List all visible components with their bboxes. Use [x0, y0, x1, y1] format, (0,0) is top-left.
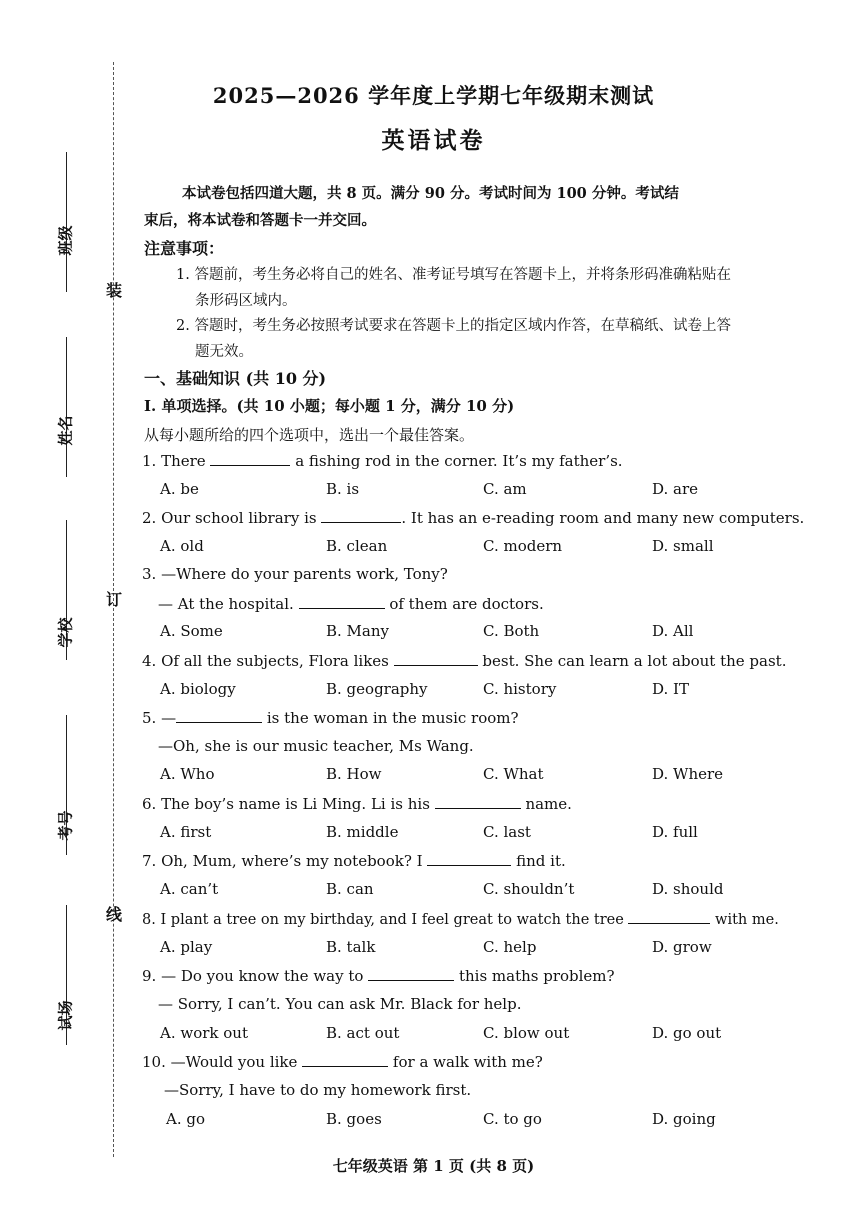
- question-5-line-2: —Oh, she is our music teacher, Ms Wang.: [158, 737, 474, 755]
- notes-item-1-line-1: 1. 答题前，考生务必将自己的姓名、准考证号填写在答题卡上，并将条形码准确粘贴在: [176, 267, 731, 283]
- question-3-option-c: C. Both: [483, 622, 540, 640]
- question-3-option-d: D. All: [652, 622, 694, 640]
- question-8-option-d: D. grow: [652, 938, 712, 956]
- question-2-stem-end: . It has an e-reading room and many new computers.: [401, 509, 805, 527]
- notes-item-2-line-2: 题无效。: [195, 344, 253, 360]
- question-5-option-c: C. What: [483, 765, 544, 783]
- answer-blank: [321, 508, 401, 523]
- question-6: [142, 794, 572, 813]
- question-9-line-2: — Sorry, I can’t. You can ask Mr. Black for help.: [158, 995, 522, 1013]
- notes-item-2-line-1: 2. 答题时，考生务必按照考试要求在答题卡上的指定区域内作答，在草稿纸、试卷上答: [176, 318, 731, 334]
- question-4-option-a: A. biology: [160, 680, 236, 698]
- question-8-stem-start: 8. I plant a tree on my birthday, and I feel great to watch the tree: [142, 912, 629, 928]
- question-8-stem-end: with me.: [710, 912, 779, 928]
- binding-char-zhuang: 装: [106, 281, 123, 300]
- question-10-option-b: B. goes: [326, 1110, 382, 1128]
- part-1-heading: I. 单项选择。(共 10 小题；每小题 1 分，满分 10 分): [144, 397, 515, 415]
- question-4-option-b: B. geography: [326, 680, 428, 698]
- question-6-option-a: A. first: [160, 823, 212, 841]
- question-9-option-a: A. work out: [160, 1024, 248, 1042]
- question-10: [142, 1052, 543, 1071]
- question-2-option-d: D. small: [652, 537, 714, 555]
- question-8-option-b: B. talk: [326, 938, 376, 956]
- question-2: [142, 508, 804, 527]
- binding-char-ding: 订: [106, 590, 123, 609]
- name-fill-line: [66, 337, 67, 477]
- question-3-option-b: B. Many: [326, 622, 389, 640]
- class-label: 班级: [56, 225, 75, 256]
- question-1-stem-start: 1. There: [142, 452, 211, 470]
- question-2-option-c: C. modern: [483, 537, 563, 555]
- answer-blank: [427, 851, 511, 866]
- question-3-stem-start: — At the hospital.: [158, 595, 299, 613]
- question-7-option-b: B. can: [326, 880, 374, 898]
- question-8-option-c: C. help: [483, 938, 537, 956]
- question-9-option-d: D. go out: [652, 1024, 722, 1042]
- question-7-option-a: A. can’t: [160, 880, 219, 898]
- question-6-option-d: D. full: [652, 823, 698, 841]
- question-6-stem-start: 6. The boy’s name is Li Ming. Li is his: [142, 795, 435, 813]
- question-6-stem-end: name.: [520, 795, 572, 813]
- question-5: [142, 708, 519, 727]
- question-4-stem-start: 4. Of all the subjects, Flora likes: [142, 652, 394, 670]
- question-10-line-2: —Sorry, I have to do my homework first.: [164, 1081, 472, 1099]
- answer-blank: [176, 708, 262, 723]
- exam-subtitle: 英语试卷: [381, 127, 486, 154]
- question-6-option-c: C. last: [483, 823, 531, 841]
- question-1-option-b: B. is: [326, 480, 360, 498]
- question-9: [142, 966, 615, 985]
- question-10-stem-end: for a walk with me?: [388, 1053, 543, 1071]
- question-4-option-d: D. IT: [652, 680, 689, 698]
- question-9-option-c: C. blow out: [483, 1024, 570, 1042]
- question-2-option-a: A. old: [160, 537, 204, 555]
- exam-title: 2025—2026 学年度上学期七年级期末测试: [212, 83, 655, 108]
- question-2-stem-start: 2. Our school library is: [142, 509, 322, 527]
- question-3-option-a: A. Some: [160, 622, 223, 640]
- page-footer: 七年级英语 第 1 页 (共 8 页): [332, 1157, 535, 1175]
- intro-line-2: 束后，将本试卷和答题卡一并交回。: [144, 212, 376, 229]
- question-4-stem-end: best. She can learn a lot about the past.: [477, 652, 787, 670]
- question-5-stem-start: 5. —: [142, 709, 177, 727]
- question-1-option-d: D. are: [652, 480, 699, 498]
- question-7-option-d: D. should: [652, 880, 724, 898]
- question-1-option-c: C. am: [483, 480, 527, 498]
- question-5-option-d: D. Where: [652, 765, 724, 783]
- question-9-option-b: B. act out: [326, 1024, 400, 1042]
- question-9-stem-end: this maths problem?: [454, 967, 615, 985]
- answer-blank: [210, 451, 290, 466]
- name-label: 姓名: [56, 415, 75, 446]
- question-8-option-a: A. play: [160, 938, 213, 956]
- question-8: [142, 909, 779, 928]
- answer-blank: [302, 1052, 388, 1067]
- part-1-instruction: 从每小题所给的四个选项中，选出一个最佳答案。: [144, 426, 475, 444]
- question-10-option-d: D. going: [652, 1110, 716, 1128]
- answer-blank: [435, 794, 521, 809]
- question-1-option-a: A. be: [160, 480, 199, 498]
- question-7-stem-start: 7. Oh, Mum, where’s my notebook? I: [142, 852, 428, 870]
- answer-blank: [299, 594, 385, 609]
- answer-blank: [628, 909, 710, 924]
- intro-line-1: 本试卷包括四道大题，共 8 页。满分 90 分。考试时间为 100 分钟。考试结: [182, 185, 679, 202]
- question-4-option-c: C. history: [483, 680, 557, 698]
- exam-room-label: 试场: [56, 1000, 75, 1031]
- question-10-option-a: A. go: [166, 1110, 206, 1128]
- question-3-stem-end: of them are doctors.: [384, 595, 544, 613]
- binding-char-xian: 线: [106, 905, 123, 924]
- question-2-option-b: B. clean: [326, 537, 388, 555]
- question-3-line-1: 3. —Where do your parents work, Tony?: [142, 565, 448, 583]
- question-10-option-c: C. to go: [483, 1110, 542, 1128]
- question-5-option-b: B. How: [326, 765, 382, 783]
- question-3: [158, 594, 544, 613]
- class-fill-line: [66, 152, 67, 292]
- question-1-stem-end: a fishing rod in the corner. It’s my father’s.: [290, 452, 623, 470]
- question-4: [142, 651, 786, 670]
- answer-blank: [368, 966, 454, 981]
- question-5-stem-end: is the woman in the music room?: [262, 709, 519, 727]
- question-9-stem-start: 9. — Do you know the way to: [142, 967, 369, 985]
- exam-number-label: 考号: [56, 810, 75, 841]
- question-6-option-b: B. middle: [326, 823, 399, 841]
- school-label: 学校: [56, 617, 75, 648]
- section-1-heading: 一、基础知识 (共 10 分): [144, 369, 327, 388]
- question-7: [142, 851, 566, 870]
- notes-heading: 注意事项：: [144, 239, 225, 258]
- question-5-option-a: A. Who: [160, 765, 215, 783]
- question-7-option-c: C. shouldn’t: [483, 880, 575, 898]
- notes-item-1-line-2: 条形码区域内。: [195, 293, 297, 309]
- question-7-stem-end: find it.: [511, 852, 566, 870]
- answer-blank: [394, 651, 478, 666]
- question-10-stem-start: 10. —Would you like: [142, 1053, 303, 1071]
- question-1: [142, 451, 623, 470]
